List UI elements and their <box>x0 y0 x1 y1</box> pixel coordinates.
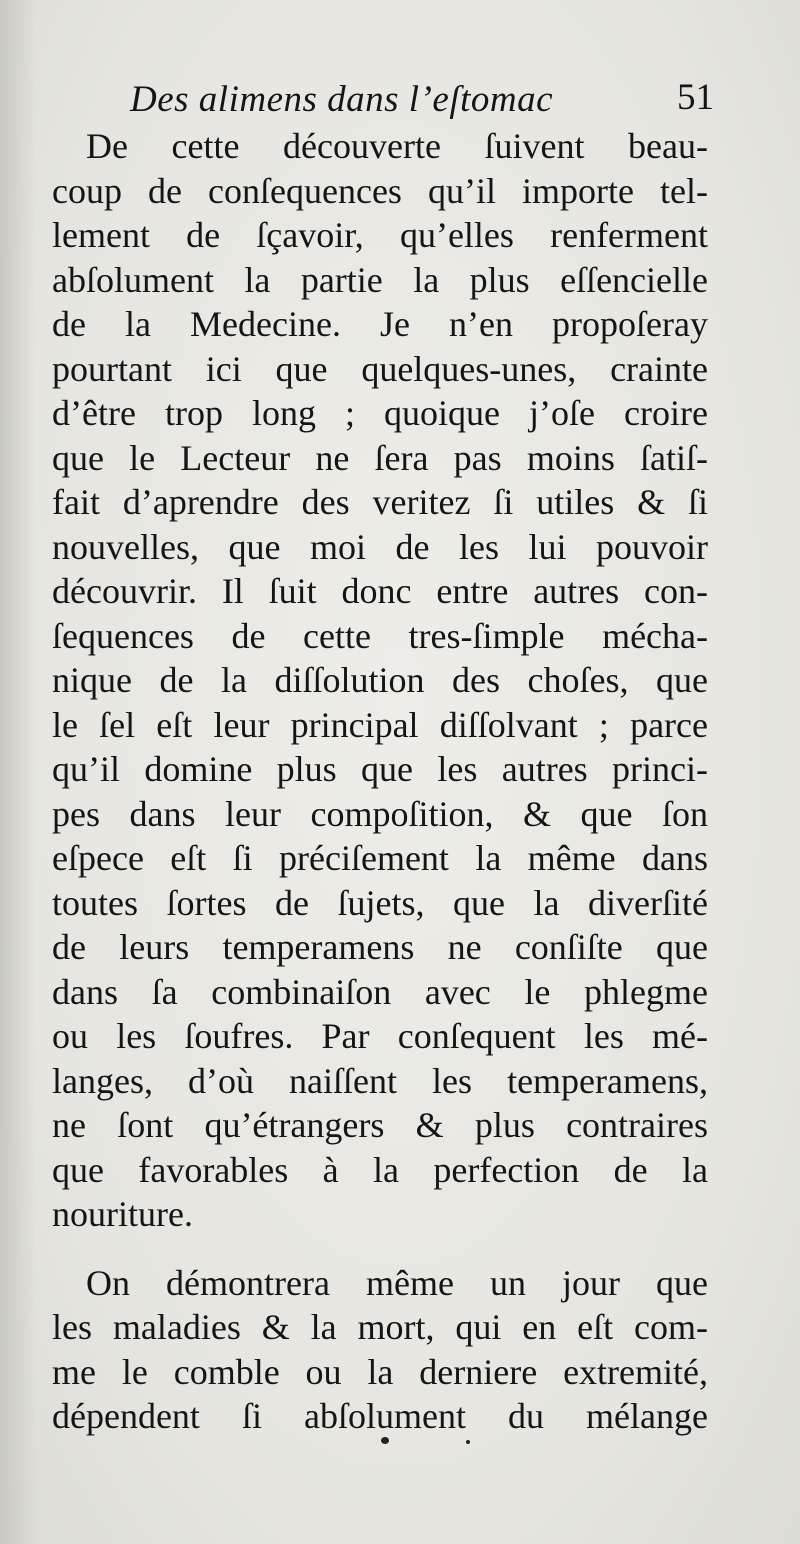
text-line: me le comble ou la derniere extremité, <box>52 1351 708 1392</box>
paragraph-1 <box>52 124 708 1237</box>
body-text <box>52 124 708 1439</box>
text-line: de leurs temperamens ne conſiſte que <box>52 927 708 967</box>
text-line: langes, d’où naiſſent les temperamens, <box>52 1060 708 1101</box>
text-line: nouriture. <box>52 1194 193 1234</box>
text-line: On démontrera même un jour que <box>86 1262 708 1303</box>
ink-speck <box>381 1437 389 1444</box>
page-number: 51 <box>677 77 714 118</box>
text-line: les maladies & la mort, qui en eſt com- <box>52 1307 708 1347</box>
text-line: d’être trop long ; quoique j’oſe croire <box>52 393 708 433</box>
ink-speck <box>466 1440 470 1444</box>
text-line: coup de conſequences qu’il importe tel- <box>52 170 708 211</box>
text-line: le ſel eſt leur principal diſſolvant ; parce <box>52 704 708 745</box>
text-line: dans ſa combinaiſon avec le phlegme <box>52 971 708 1012</box>
page-header <box>52 76 714 128</box>
text-line: pes dans leur compoſition, & que ſon <box>52 793 708 834</box>
text-line: que le Lecteur ne ſera pas moins ſatiſ- <box>52 437 708 478</box>
text-line: dépendent ſi abſolument du mélange <box>52 1396 708 1436</box>
paragraph-2 <box>52 1261 708 1439</box>
text-line: ou les ſoufres. Par conſequent les mé- <box>52 1016 708 1056</box>
text-line: ſequences de cette tres-ſimple mécha- <box>52 615 708 656</box>
text-line: que favorables à la perfection de la <box>52 1149 708 1190</box>
text-line: ne ſont qu’étrangers & plus contraires <box>52 1105 708 1145</box>
text-line: de la Medecine. Je n’en propoſeray <box>52 304 708 344</box>
text-line: nique de la diſſolution des choſes, que <box>52 660 708 700</box>
text-line: lement de ſçavoir, qu’elles renferment <box>52 215 708 255</box>
text-line: qu’il domine plus que les autres princi- <box>52 749 708 789</box>
page-gutter-shadow <box>0 0 36 1544</box>
text-line: abſolument la partie la plus eſſencielle <box>52 259 708 300</box>
paragraph-gap <box>52 1237 708 1261</box>
text-line: De cette découverte ſuivent beau- <box>86 126 708 166</box>
text-line: découvrir. Il ſuit donc entre autres con- <box>52 571 708 611</box>
text-line: toutes ſortes de ſujets, que la diverſité <box>52 882 708 923</box>
text-line: nouvelles, que moi de les lui pouvoir <box>52 526 708 567</box>
text-line: eſpece eſt ſi préciſement la même dans <box>52 838 708 878</box>
text-line: pourtant ici que quelques-unes, crainte <box>52 348 708 389</box>
running-title: Des alimens dans l’eſtomac <box>130 79 554 120</box>
text-line: fait d’aprendre des veritez ſi utiles & ſi <box>52 482 708 522</box>
